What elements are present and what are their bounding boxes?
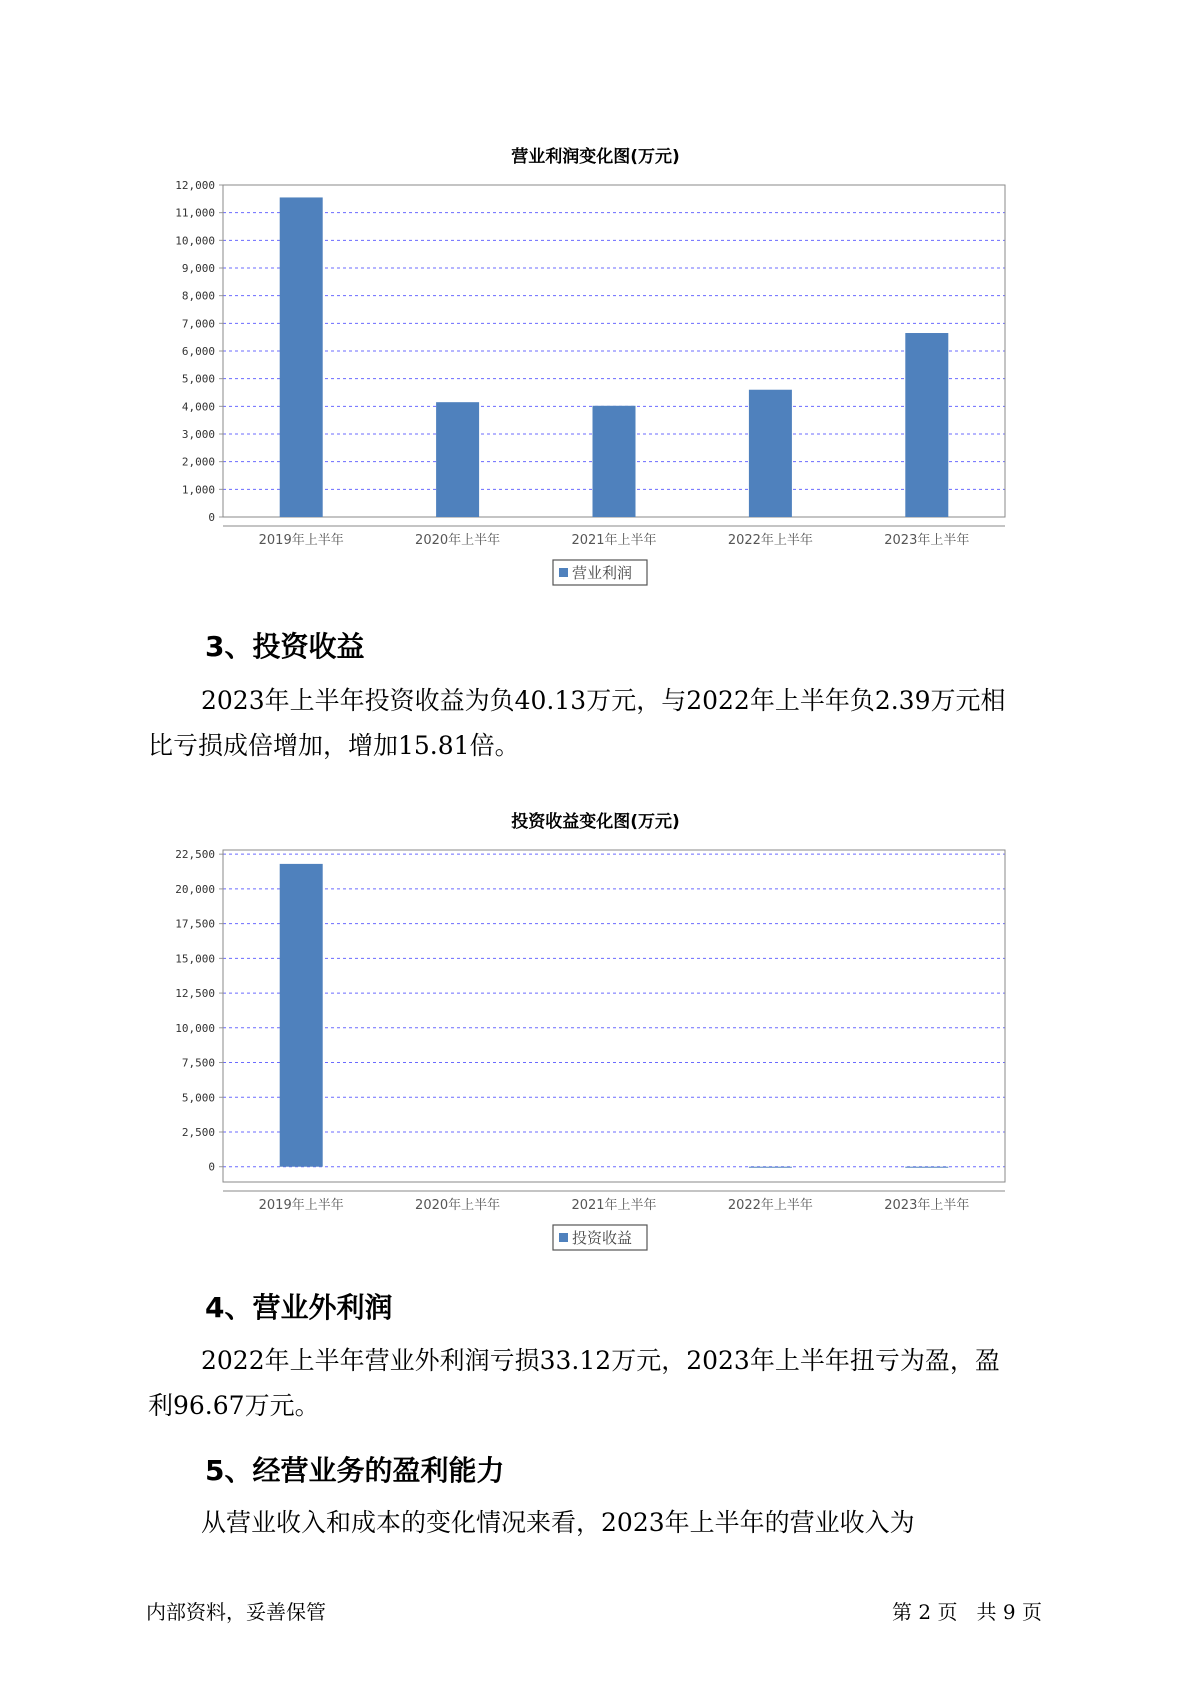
x-tick-label: 2021年上半年 [571, 533, 657, 548]
y-tick-label: 10,000 [175, 1021, 215, 1035]
y-tick-label: 6,000 [181, 345, 215, 358]
y-tick-label: 4,000 [181, 400, 215, 414]
heading-non-operating-profit: 4、营业外利润 [205, 1291, 393, 1324]
chart2-title: 投资收益变化图(万元) [511, 812, 680, 832]
page-number-text: 第 2 页 共 9 页 [892, 1600, 1042, 1624]
paragraph-line: 2023年上半年投资收益为负40.13万元，与2022年上半年负2.39万元相 [201, 686, 1006, 715]
legend-swatch [559, 568, 568, 577]
y-tick-label: 12,000 [175, 179, 215, 192]
bar [749, 1167, 792, 1168]
y-tick-label: 12,500 [175, 987, 215, 1001]
x-tick-label: 2020年上半年 [415, 1198, 501, 1213]
bar [436, 402, 479, 517]
legend-label: 营业利润 [572, 564, 633, 582]
bar [905, 1167, 948, 1168]
heading-investment-income: 3、投资收益 [205, 630, 365, 663]
y-tick-label: 10,000 [175, 234, 215, 248]
y-tick-label: 22,500 [175, 848, 215, 862]
footer-confidential: 内部资料，妥善保管 [146, 1600, 326, 1624]
x-tick-label: 2019年上半年 [258, 533, 344, 548]
bar [593, 406, 636, 517]
y-tick-label: 2,000 [181, 455, 215, 469]
y-tick-label: 11,000 [175, 206, 215, 220]
y-tick-label: 9,000 [181, 262, 215, 275]
y-tick-label: 0 [208, 511, 215, 524]
footer-page-number [892, 1596, 1042, 1625]
x-tick-label: 2023年上半年 [884, 533, 970, 548]
operating-profit-chart [0, 160, 1191, 600]
y-tick-label: 2,500 [181, 1125, 215, 1139]
x-tick-label: 2023年上半年 [884, 1198, 970, 1213]
y-tick-label: 7,500 [181, 1056, 215, 1070]
x-tick-label: 2020年上半年 [415, 533, 501, 548]
y-tick-label: 20,000 [175, 882, 215, 896]
paragraph-line: 比亏损成倍增加，增加15.81倍。 [148, 731, 520, 760]
paragraph-line: 利96.67万元。 [148, 1391, 320, 1420]
heading-profitability: 5、经营业务的盈利能力 [205, 1454, 505, 1487]
x-tick-label: 2019年上半年 [258, 1198, 344, 1213]
bar [280, 197, 323, 517]
bar [280, 864, 323, 1167]
bar [749, 390, 792, 517]
paragraph-profitability [148, 1500, 1051, 1545]
y-tick-label: 8,000 [181, 289, 215, 303]
legend-label: 投资收益 [572, 1229, 633, 1247]
bar [905, 333, 948, 517]
y-tick-label: 5,000 [181, 1091, 215, 1105]
y-tick-label: 3,000 [181, 428, 215, 441]
legend-swatch [559, 1233, 568, 1242]
y-tick-label: 17,500 [175, 917, 215, 931]
paragraph-line: 从营业收入和成本的变化情况来看，2023年上半年的营业收入为 [201, 1508, 915, 1537]
y-tick-label: 5,000 [181, 372, 215, 386]
x-tick-label: 2021年上半年 [571, 1198, 657, 1213]
y-tick-label: 0 [208, 1160, 215, 1174]
paragraph-line: 2022年上半年营业外利润亏损33.12万元，2023年上半年扭亏为盈，盈 [201, 1346, 1000, 1375]
paragraph-non-operating-profit [148, 1338, 1051, 1428]
y-tick-label: 1,000 [181, 483, 215, 497]
investment-income-chart [0, 825, 1191, 1265]
y-tick-label: 7,000 [181, 317, 215, 331]
x-tick-label: 2022年上半年 [727, 533, 813, 548]
y-tick-label: 15,000 [175, 952, 215, 966]
paragraph-investment-income [148, 678, 1051, 768]
x-tick-label: 2022年上半年 [727, 1198, 813, 1213]
chart1-title: 营业利润变化图(万元) [511, 147, 680, 167]
